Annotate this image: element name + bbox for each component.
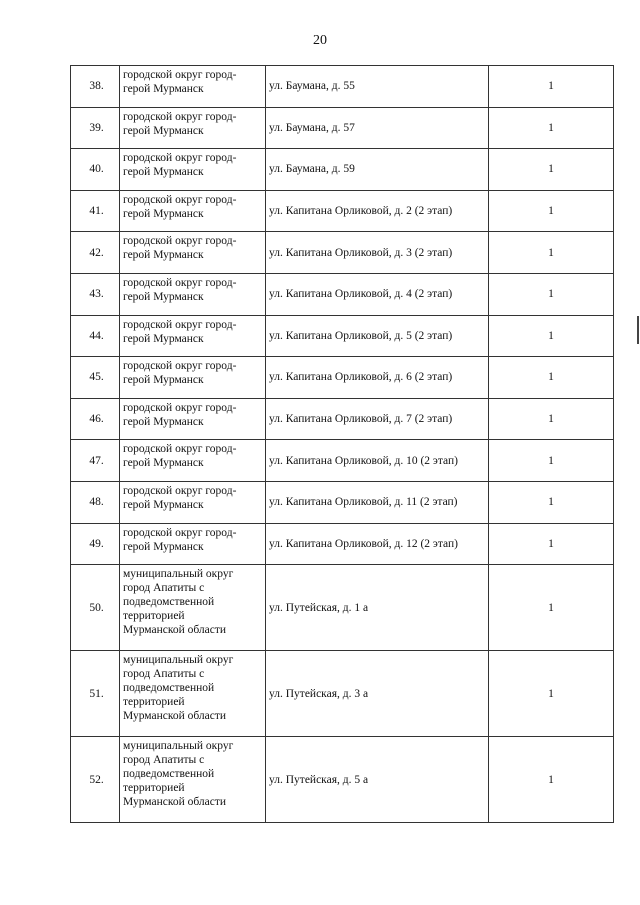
row-number: 43.: [71, 273, 120, 315]
row-number: 42.: [71, 232, 120, 274]
municipality-cell: городской округ город- герой Мурманск: [120, 357, 266, 399]
municipality-cell: городской округ город- герой Мурманск: [120, 315, 266, 357]
row-number: 46.: [71, 398, 120, 440]
table-row: [71, 651, 614, 737]
address-cell: ул. Путейская, д. 3 а: [266, 651, 489, 737]
table-row: [71, 565, 614, 651]
row-number: 38.: [71, 66, 120, 108]
address-cell: ул. Капитана Орликовой, д. 2 (2 этап): [266, 190, 489, 232]
table-row: [71, 232, 614, 274]
table-body: [71, 66, 614, 823]
row-number: 49.: [71, 523, 120, 565]
municipality-cell: городской округ город- герой Мурманск: [120, 149, 266, 191]
row-number: 40.: [71, 149, 120, 191]
table-row: [71, 66, 614, 108]
quantity-cell: 1: [489, 190, 614, 232]
margin-mark: [637, 316, 639, 344]
table-row: [71, 357, 614, 399]
quantity-cell: 1: [489, 398, 614, 440]
address-cell: ул. Капитана Орликовой, д. 7 (2 этап): [266, 398, 489, 440]
housing-table: [70, 65, 614, 823]
address-cell: ул. Капитана Орликовой, д. 5 (2 этап): [266, 315, 489, 357]
row-number: 47.: [71, 440, 120, 482]
address-cell: ул. Капитана Орликовой, д. 10 (2 этап): [266, 440, 489, 482]
address-cell: ул. Капитана Орликовой, д. 4 (2 этап): [266, 273, 489, 315]
municipality-cell: городской округ город- герой Мурманск: [120, 107, 266, 149]
quantity-cell: 1: [489, 737, 614, 823]
municipality-cell: муниципальный округ город Апатиты с подведомственной территорией Мурманской области: [120, 565, 266, 651]
quantity-cell: 1: [489, 357, 614, 399]
address-cell: ул. Капитана Орликовой, д. 6 (2 этап): [266, 357, 489, 399]
address-cell: ул. Баумана, д. 59: [266, 149, 489, 191]
municipality-cell: городской округ город- герой Мурманск: [120, 66, 266, 108]
municipality-cell: городской округ город- герой Мурманск: [120, 440, 266, 482]
quantity-cell: 1: [489, 232, 614, 274]
address-cell: ул. Путейская, д. 1 а: [266, 565, 489, 651]
table-row: [71, 737, 614, 823]
quantity-cell: 1: [489, 481, 614, 523]
address-cell: ул. Путейская, д. 5 а: [266, 737, 489, 823]
municipality-cell: городской округ город- герой Мурманск: [120, 523, 266, 565]
row-number: 41.: [71, 190, 120, 232]
row-number: 51.: [71, 651, 120, 737]
table-row: [71, 523, 614, 565]
address-cell: ул. Капитана Орликовой, д. 3 (2 этап): [266, 232, 489, 274]
row-number: 44.: [71, 315, 120, 357]
address-cell: ул. Капитана Орликовой, д. 12 (2 этап): [266, 523, 489, 565]
municipality-cell: городской округ город- герой Мурманск: [120, 481, 266, 523]
row-number: 48.: [71, 481, 120, 523]
quantity-cell: 1: [489, 107, 614, 149]
municipality-cell: муниципальный округ город Апатиты с подведомственной территорией Мурманской области: [120, 737, 266, 823]
municipality-cell: муниципальный округ город Апатиты с подведомственной территорией Мурманской области: [120, 651, 266, 737]
municipality-cell: городской округ город- герой Мурманск: [120, 232, 266, 274]
quantity-cell: 1: [489, 273, 614, 315]
quantity-cell: 1: [489, 651, 614, 737]
table-row: [71, 107, 614, 149]
table-row: [71, 440, 614, 482]
row-number: 52.: [71, 737, 120, 823]
municipality-cell: городской округ город- герой Мурманск: [120, 190, 266, 232]
table-row: [71, 481, 614, 523]
quantity-cell: 1: [489, 440, 614, 482]
row-number: 50.: [71, 565, 120, 651]
row-number: 39.: [71, 107, 120, 149]
address-cell: ул. Капитана Орликовой, д. 11 (2 этап): [266, 481, 489, 523]
table-row: [71, 398, 614, 440]
table-row: [71, 190, 614, 232]
table-row: [71, 315, 614, 357]
quantity-cell: 1: [489, 315, 614, 357]
municipality-cell: городской округ город- герой Мурманск: [120, 273, 266, 315]
quantity-cell: 1: [489, 523, 614, 565]
municipality-cell: городской округ город- герой Мурманск: [120, 398, 266, 440]
quantity-cell: 1: [489, 565, 614, 651]
table-row: [71, 149, 614, 191]
row-number: 45.: [71, 357, 120, 399]
page-number: 20: [313, 33, 327, 48]
quantity-cell: 1: [489, 149, 614, 191]
quantity-cell: 1: [489, 66, 614, 108]
address-cell: ул. Баумана, д. 57: [266, 107, 489, 149]
table-row: [71, 273, 614, 315]
address-cell: ул. Баумана, д. 55: [266, 66, 489, 108]
